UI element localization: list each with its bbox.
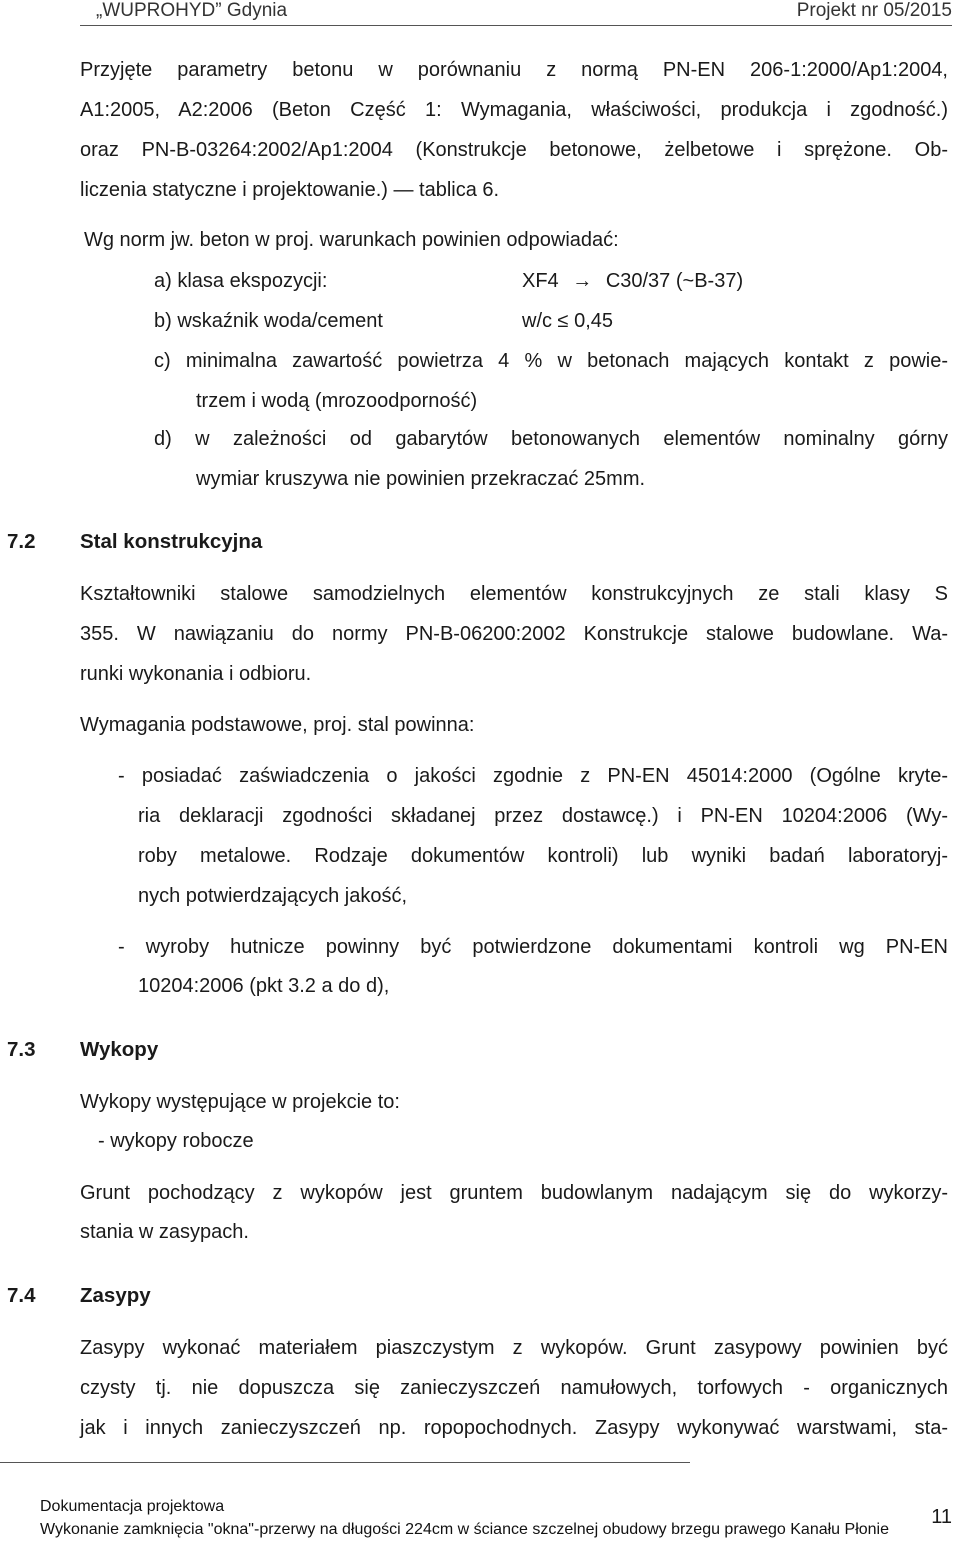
text-line: Przyjęte parametry betonu w porównaniu z normą PN-EN 206-1:2000/Ap1:2004, bbox=[80, 59, 948, 81]
text-line: nych potwierdzających jakość, bbox=[138, 885, 408, 907]
text-line: czysty tj. nie dopuszcza się zanieczyszczeń namułowych, torfowych - organicznych bbox=[80, 1377, 948, 1399]
bullet-1-continuation bbox=[138, 796, 948, 916]
text-line: ria deklaracji zgodności składanej przez dostawcę.) i PN-EN 10204:2006 (Wy- bbox=[138, 805, 948, 827]
text-line: 355. W nawiązaniu do normy PN-B-06200:2002 Konstrukcje stalowe budowlane. Wa- bbox=[80, 623, 948, 645]
param-d-line2: wymiar kruszywa nie powinien przekraczać 25mm. bbox=[196, 468, 646, 490]
header-divider bbox=[80, 25, 952, 26]
section-7-3-intro: Wykopy występujące w projekcie to: bbox=[80, 1091, 400, 1113]
section-number-7-4: 7.4 bbox=[7, 1284, 36, 1307]
text-line: Kształtowniki stalowe samodzielnych elementów konstrukcyjnych ze stali klasy S bbox=[80, 583, 948, 605]
text-line: A1:2005, A2:2006 (Beton Część 1: Wymagania, właściwości, produkcja i zgodność.) bbox=[80, 99, 948, 121]
section-7-3-paragraph-line1: Grunt pochodzący z wykopów jest gruntem budowlanym nadającym się do wykorzy- bbox=[80, 1182, 948, 1204]
text-line: jak i innych zanieczyszczeń np. ropopochodnych. Zasypy wykonywać warstwami, sta- bbox=[80, 1417, 948, 1439]
bullet-2-line2: 10204:2006 (pkt 3.2 a do d), bbox=[138, 975, 390, 997]
footer-divider bbox=[0, 1462, 690, 1463]
param-a-value bbox=[522, 261, 743, 301]
intro-paragraph bbox=[80, 50, 948, 210]
footer-doc-type: Dokumentacja projektowa bbox=[40, 1498, 225, 1515]
param-b-value: w/c ≤ 0,45 bbox=[522, 310, 614, 332]
footer-project-title: Wykonanie zamknięcia "okna"-przerwy na długości 224cm w ściance szczelnej obudowy brzegu prawego Kanału Płonie bbox=[40, 1521, 889, 1538]
norm-intro: Wg norm jw. beton w proj. warunkach powinien odpowiadać: bbox=[84, 229, 619, 251]
section-7-2-paragraph bbox=[80, 574, 948, 694]
param-c-line1: c) minimalna zawartość powietrza 4 % w betonach mających kontakt z powie- bbox=[154, 350, 948, 372]
param-b-label: b) wskaźnik woda/cement bbox=[154, 310, 383, 332]
bullet-1-line1: - posiadać zaświadczenia o jakości zgodnie z PN-EN 45014:2000 (Ogólne kryte- bbox=[118, 765, 948, 787]
section-7-3-paragraph-line2: stania w zasypach. bbox=[80, 1221, 249, 1243]
param-c-line2: trzem i wodą (mrozoodporność) bbox=[196, 390, 478, 412]
text-line: Zasypy wykonać materiałem piaszczystym z wykopów. Grunt zasypowy powinien być bbox=[80, 1337, 948, 1359]
text-line: roby metalowe. Rodzaje dokumentów kontroli) lub wyniki badań laboratoryj- bbox=[138, 845, 948, 867]
text-line: oraz PN-B-03264:2002/Ap1:2004 (Konstrukcje betonowe, żelbetowe i sprężone. Ob- bbox=[80, 139, 948, 161]
section-number-7-3: 7.3 bbox=[7, 1038, 36, 1061]
param-d-line1: d) w zależności od gabarytów betonowanych elementów nominalny górny bbox=[154, 428, 948, 450]
section-number-7-2: 7.2 bbox=[7, 530, 36, 553]
section-title-7-2: Stal konstrukcyjna bbox=[80, 530, 263, 553]
concrete-class: C30/37 (~B-37) bbox=[605, 270, 744, 292]
section-title-7-4: Zasypy bbox=[80, 1284, 151, 1307]
header-project-number: Projekt nr 05/2015 bbox=[796, 0, 952, 21]
exposure-class: XF4 bbox=[522, 270, 559, 292]
param-a-label: a) klasa ekspozycji: bbox=[154, 270, 328, 292]
arrow-icon: → bbox=[572, 270, 593, 292]
section-7-4-paragraph bbox=[80, 1328, 948, 1448]
header-company: „WUPROHYD” Gdynia bbox=[96, 0, 288, 21]
section-7-2-requirements-intro: Wymagania podstawowe, proj. stal powinna: bbox=[80, 714, 475, 736]
text-line: runki wykonania i odbioru. bbox=[80, 663, 312, 685]
bullet-2-line1: - wyroby hutnicze powinny być potwierdzone dokumentami kontroli wg PN-EN bbox=[118, 936, 948, 958]
section-7-3-item: - wykopy robocze bbox=[98, 1130, 254, 1152]
section-title-7-3: Wykopy bbox=[80, 1038, 159, 1061]
text-line: liczenia statyczne i projektowanie.) — tablica 6. bbox=[80, 179, 500, 201]
page-number: 11 bbox=[931, 1506, 952, 1528]
